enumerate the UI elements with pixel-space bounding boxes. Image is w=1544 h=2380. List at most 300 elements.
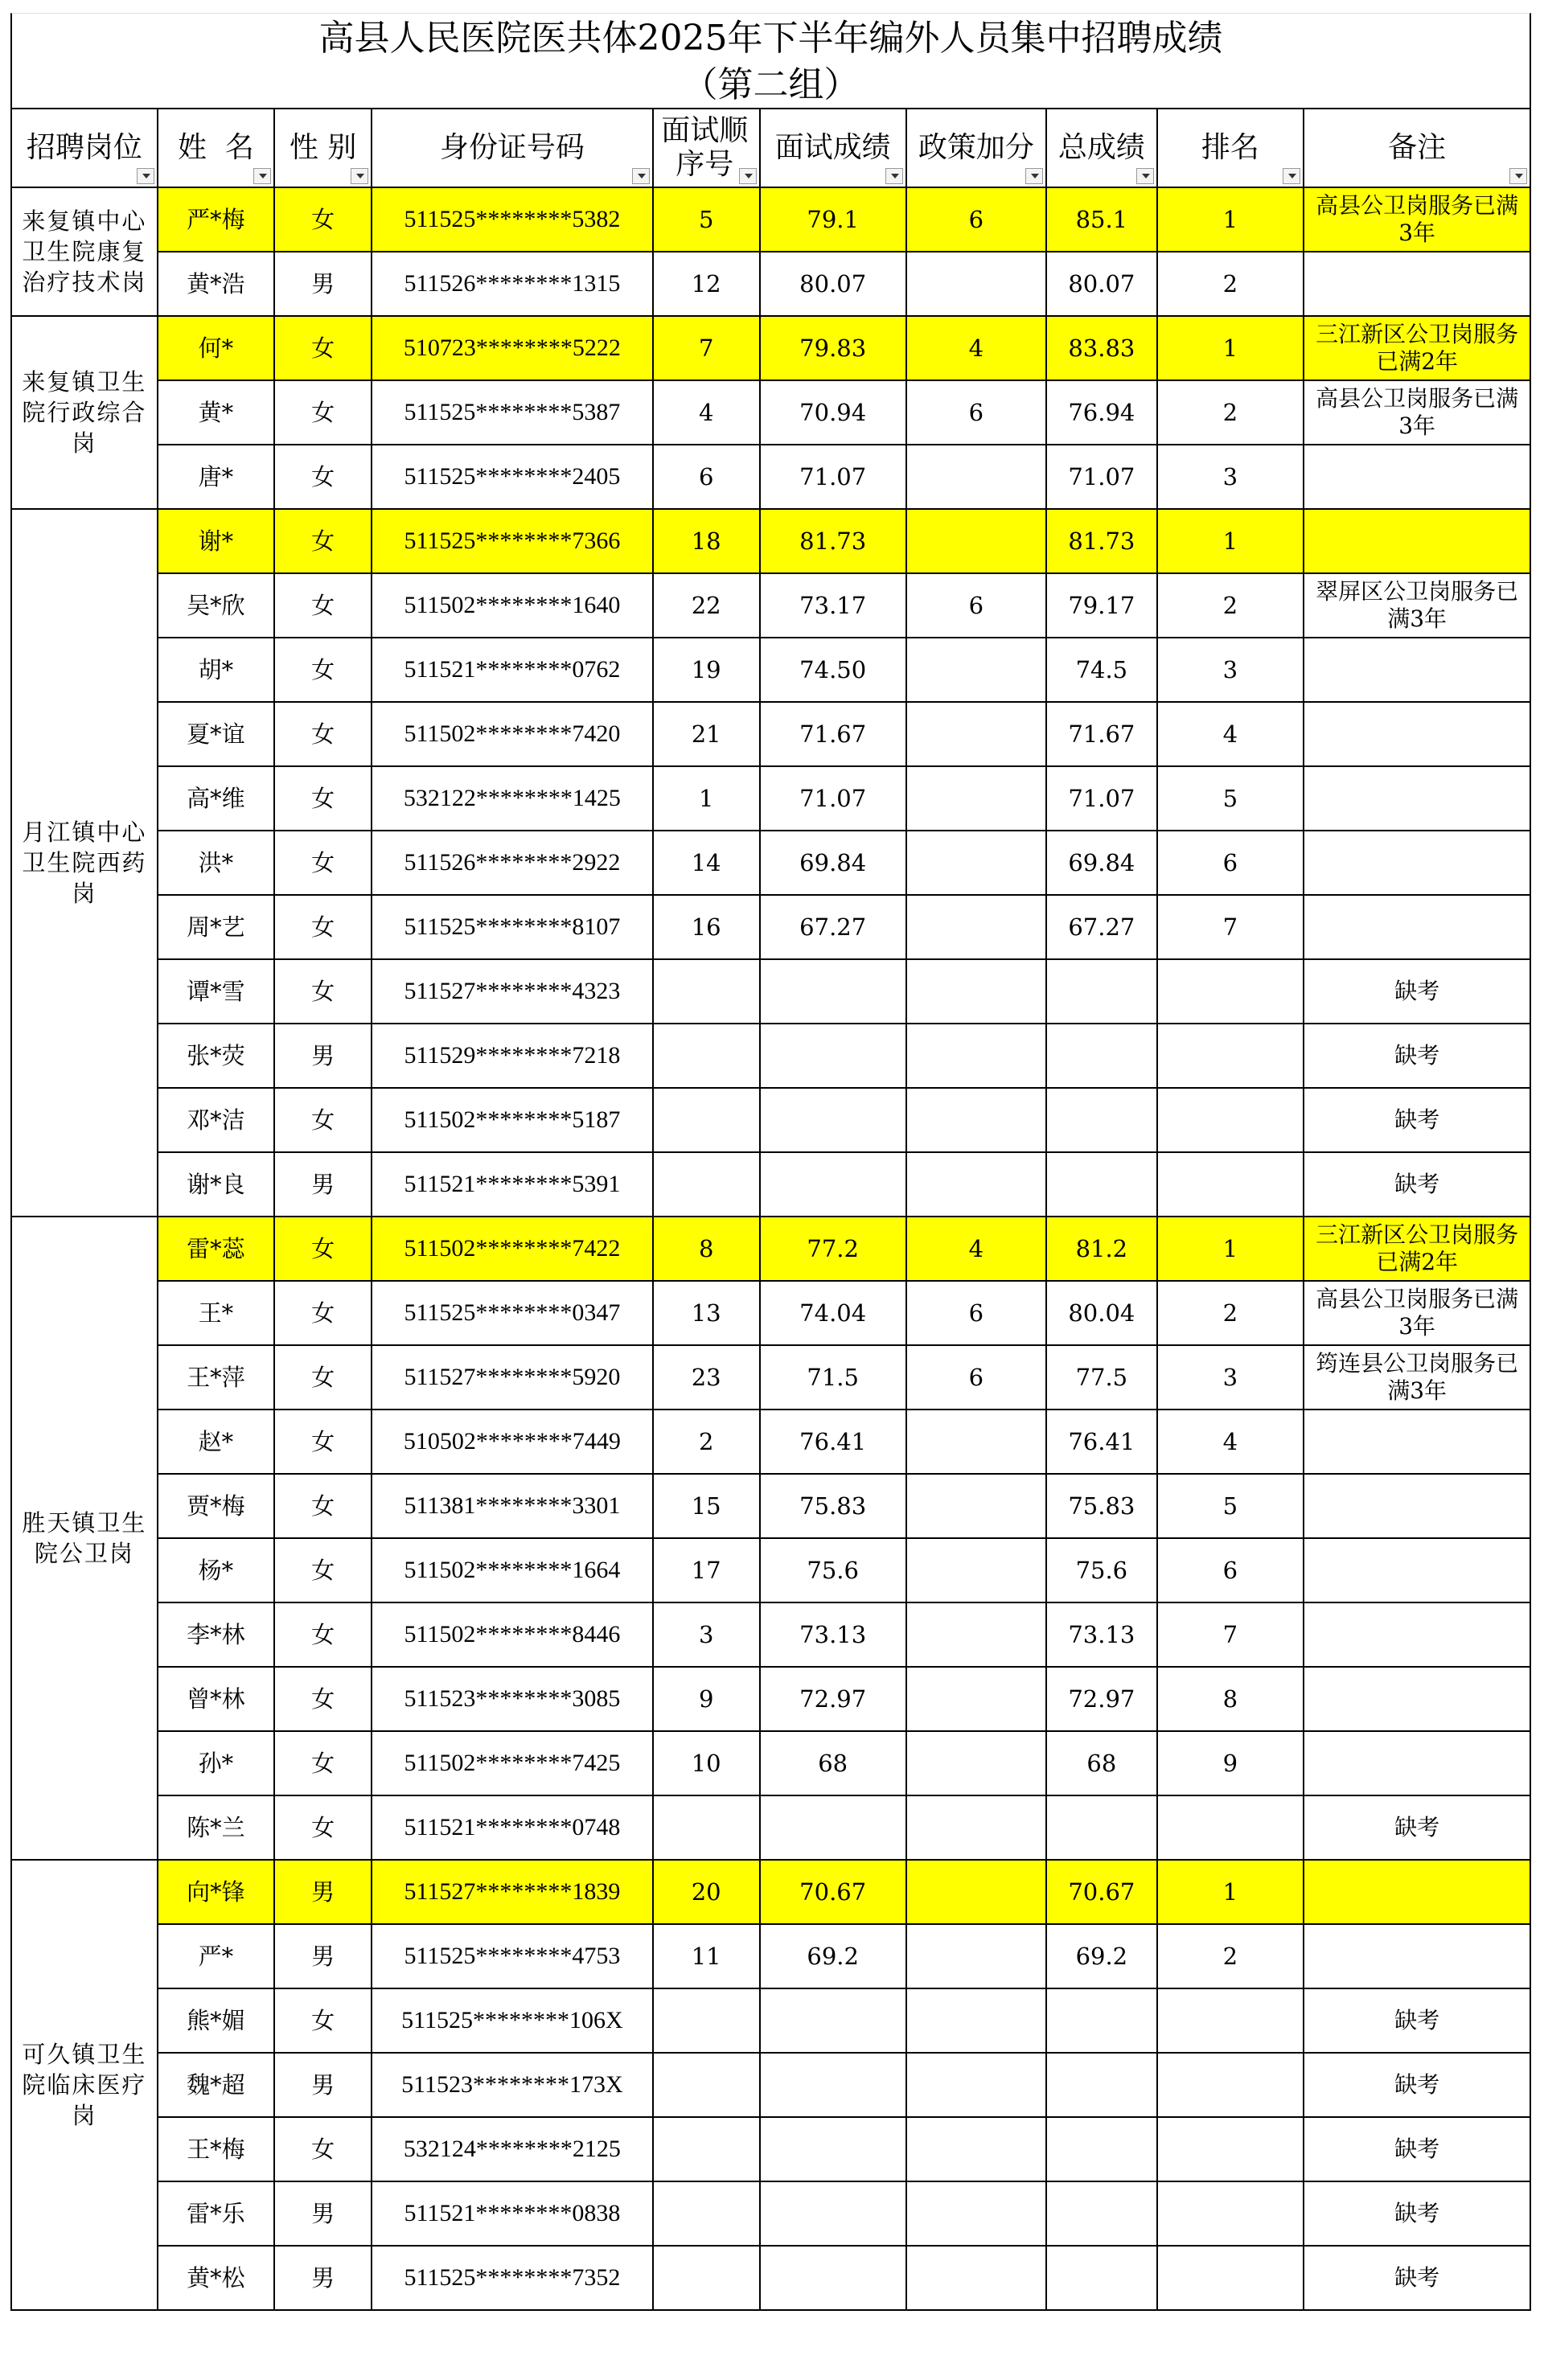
table-row: [11, 573, 1530, 638]
cell-id-number: 511526********2922: [372, 831, 652, 895]
table-row: [11, 2053, 1530, 2117]
cell-gender: 女: [274, 638, 372, 702]
cell-name: 唐*: [158, 445, 274, 509]
cell-id-number: 511525********8107: [372, 895, 652, 959]
cell-remark: [1304, 766, 1530, 831]
cell-gender: 女: [274, 1088, 372, 1152]
cell-gender: 女: [274, 1602, 372, 1667]
cell-interview-order: 6: [653, 445, 760, 509]
cell-rank: 7: [1157, 1602, 1304, 1667]
cell-rank: 5: [1157, 1474, 1304, 1538]
filter-dropdown-icon[interactable]: [885, 168, 903, 184]
cell-remark: [1304, 1860, 1530, 1924]
cell-rank: [1157, 1088, 1304, 1152]
cell-interview-score: 76.41: [760, 1410, 906, 1474]
cell-interview-score: [760, 1152, 906, 1217]
header-gender: [274, 109, 372, 187]
cell-rank: 2: [1157, 1924, 1304, 1988]
cell-remark: 三江新区公卫岗服务已满2年: [1304, 316, 1530, 380]
cell-remark: 筠连县公卫岗服务已满3年: [1304, 1345, 1530, 1410]
filter-dropdown-icon[interactable]: [253, 168, 271, 184]
cell-interview-order: [653, 2181, 760, 2246]
cell-remark: [1304, 1410, 1530, 1474]
cell-remark: 缺考: [1304, 959, 1530, 1024]
cell-total-score: [1046, 2246, 1156, 2310]
cell-name: 王*梅: [158, 2117, 274, 2181]
cell-rank: 3: [1157, 445, 1304, 509]
cell-interview-order: [653, 2117, 760, 2181]
cell-policy-bonus: [906, 1924, 1047, 1988]
cell-id-number: 511525********7366: [372, 509, 652, 573]
cell-name: 李*林: [158, 1602, 274, 1667]
cell-interview-score: [760, 1988, 906, 2053]
cell-remark: [1304, 1924, 1530, 1988]
table-row: [11, 1602, 1530, 1667]
cell-interview-score: [760, 1024, 906, 1088]
header-label: 总成绩: [1057, 131, 1145, 164]
cell-rank: 4: [1157, 702, 1304, 766]
cell-total-score: 70.67: [1046, 1860, 1156, 1924]
cell-id-number: 511381********3301: [372, 1474, 652, 1538]
cell-rank: 6: [1157, 1538, 1304, 1602]
cell-total-score: [1046, 959, 1156, 1024]
cell-interview-score: [760, 1088, 906, 1152]
cell-total-score: 76.94: [1046, 380, 1156, 445]
cell-policy-bonus: 4: [906, 316, 1047, 380]
table-row: [11, 766, 1530, 831]
header-remark: [1304, 109, 1530, 187]
cell-name: 向*锋: [158, 1860, 274, 1924]
cell-name: 胡*: [158, 638, 274, 702]
table-row: [11, 380, 1530, 445]
header-id: [372, 109, 652, 187]
cell-id-number: 511527********1839: [372, 1860, 652, 1924]
cell-total-score: 83.83: [1046, 316, 1156, 380]
cell-remark: [1304, 445, 1530, 509]
cell-interview-order: 16: [653, 895, 760, 959]
table-row: [11, 1345, 1530, 1410]
filter-dropdown-icon[interactable]: [137, 168, 154, 184]
filter-dropdown-icon[interactable]: [1509, 168, 1527, 184]
cell-interview-order: 3: [653, 1602, 760, 1667]
cell-remark: 缺考: [1304, 2246, 1530, 2310]
cell-name: 黄*松: [158, 2246, 274, 2310]
cell-post: 来复镇卫生院行政综合岗: [11, 316, 158, 509]
cell-name: 谭*雪: [158, 959, 274, 1024]
cell-total-score: [1046, 1988, 1156, 2053]
cell-interview-score: 71.5: [760, 1345, 906, 1410]
cell-rank: [1157, 2053, 1304, 2117]
cell-interview-order: 11: [653, 1924, 760, 1988]
filter-dropdown-icon[interactable]: [632, 168, 650, 184]
cell-policy-bonus: [906, 702, 1047, 766]
cell-post: 来复镇中心卫生院康复治疗技术岗: [11, 187, 158, 316]
cell-name: 雷*蕊: [158, 1217, 274, 1281]
cell-gender: 女: [274, 1538, 372, 1602]
cell-remark: [1304, 1602, 1530, 1667]
cell-remark: [1304, 1731, 1530, 1795]
filter-dropdown-icon[interactable]: [1136, 168, 1154, 184]
cell-total-score: [1046, 2053, 1156, 2117]
cell-id-number: 511502********7422: [372, 1217, 652, 1281]
cell-remark: [1304, 1474, 1530, 1538]
cell-total-score: 69.84: [1046, 831, 1156, 895]
cell-id-number: 511502********8446: [372, 1602, 652, 1667]
cell-interview-score: 67.27: [760, 895, 906, 959]
table-row: [11, 445, 1530, 509]
table-row: [11, 895, 1530, 959]
table-row: [11, 187, 1530, 252]
cell-policy-bonus: [906, 509, 1047, 573]
table-row: [11, 1410, 1530, 1474]
cell-rank: [1157, 1988, 1304, 2053]
cell-rank: 2: [1157, 252, 1304, 316]
cell-policy-bonus: [906, 1860, 1047, 1924]
cell-total-score: 67.27: [1046, 895, 1156, 959]
cell-id-number: 511502********7420: [372, 702, 652, 766]
cell-name: 黄*浩: [158, 252, 274, 316]
cell-rank: 2: [1157, 380, 1304, 445]
cell-total-score: [1046, 1024, 1156, 1088]
cell-rank: [1157, 1152, 1304, 1217]
cell-interview-score: 79.1: [760, 187, 906, 252]
cell-name: 何*: [158, 316, 274, 380]
cell-name: 吴*欣: [158, 573, 274, 638]
cell-name: 魏*超: [158, 2053, 274, 2117]
cell-interview-order: 18: [653, 509, 760, 573]
cell-policy-bonus: [906, 1988, 1047, 2053]
header-total: [1046, 109, 1156, 187]
cell-id-number: 511525********7352: [372, 2246, 652, 2310]
cell-gender: 女: [274, 831, 372, 895]
cell-rank: [1157, 2181, 1304, 2246]
title-line-2: （第二组）: [682, 64, 860, 105]
cell-id-number: 511521********0838: [372, 2181, 652, 2246]
cell-interview-order: 13: [653, 1281, 760, 1345]
cell-gender: 女: [274, 895, 372, 959]
cell-interview-score: 73.13: [760, 1602, 906, 1667]
cell-total-score: 81.2: [1046, 1217, 1156, 1281]
cell-rank: [1157, 1024, 1304, 1088]
cell-gender: 男: [274, 252, 372, 316]
table-row: [11, 1795, 1530, 1860]
cell-gender: 男: [274, 1024, 372, 1088]
cell-name: 黄*: [158, 380, 274, 445]
cell-rank: 3: [1157, 638, 1304, 702]
filter-dropdown-icon[interactable]: [1283, 168, 1300, 184]
cell-gender: 女: [274, 1217, 372, 1281]
filter-dropdown-icon[interactable]: [1025, 168, 1043, 184]
cell-interview-score: 69.84: [760, 831, 906, 895]
cell-name: 熊*媚: [158, 1988, 274, 2053]
header-label: 面试成绩: [774, 131, 891, 164]
title-line-1: 高县人民医院医共体2025年下半年编外人员集中招聘成绩: [318, 18, 1223, 59]
cell-name: 高*维: [158, 766, 274, 831]
cell-gender: 男: [274, 2181, 372, 2246]
cell-gender: 女: [274, 1988, 372, 2053]
cell-total-score: [1046, 1088, 1156, 1152]
table-row: [11, 959, 1530, 1024]
cell-gender: 女: [274, 1410, 372, 1474]
header-label: 姓 名: [177, 131, 254, 164]
cell-gender: 女: [274, 1731, 372, 1795]
cell-name: 洪*: [158, 831, 274, 895]
cell-total-score: 75.83: [1046, 1474, 1156, 1538]
cell-policy-bonus: [906, 1731, 1047, 1795]
cell-policy-bonus: 6: [906, 187, 1047, 252]
cell-id-number: 532122********1425: [372, 766, 652, 831]
cell-name: 赵*: [158, 1410, 274, 1474]
table-body: [11, 187, 1530, 2310]
cell-gender: 男: [274, 2053, 372, 2117]
table-row: [11, 1731, 1530, 1795]
cell-remark: [1304, 509, 1530, 573]
cell-id-number: 511525********5387: [372, 380, 652, 445]
header-row: [11, 109, 1530, 187]
cell-policy-bonus: [906, 1410, 1047, 1474]
cell-policy-bonus: [906, 638, 1047, 702]
cell-remark: 缺考: [1304, 1988, 1530, 2053]
table-row: [11, 1152, 1530, 1217]
cell-interview-score: 72.97: [760, 1667, 906, 1731]
cell-interview-order: 15: [653, 1474, 760, 1538]
cell-total-score: 80.04: [1046, 1281, 1156, 1345]
cell-interview-order: 1: [653, 766, 760, 831]
cell-interview-score: 68: [760, 1731, 906, 1795]
cell-interview-order: [653, 1024, 760, 1088]
cell-id-number: 511521********0748: [372, 1795, 652, 1860]
cell-rank: [1157, 2117, 1304, 2181]
cell-id-number: 511526********1315: [372, 252, 652, 316]
cell-post: 可久镇卫生院临床医疗岗: [11, 1860, 158, 2310]
cell-id-number: 532124********2125: [372, 2117, 652, 2181]
cell-total-score: 73.13: [1046, 1602, 1156, 1667]
cell-interview-order: [653, 2246, 760, 2310]
table-row: [11, 1988, 1530, 2053]
table-row: [11, 1217, 1530, 1281]
cell-policy-bonus: [906, 2053, 1047, 2117]
cell-interview-order: 14: [653, 831, 760, 895]
header-label: 性 别: [289, 131, 357, 164]
cell-interview-order: 22: [653, 573, 760, 638]
filter-dropdown-icon[interactable]: [351, 168, 368, 184]
cell-interview-order: 2: [653, 1410, 760, 1474]
table-row: [11, 2181, 1530, 2246]
cell-total-score: 71.07: [1046, 766, 1156, 831]
cell-remark: [1304, 1667, 1530, 1731]
cell-total-score: [1046, 1795, 1156, 1860]
header-rank: [1157, 109, 1304, 187]
cell-interview-score: 80.07: [760, 252, 906, 316]
cell-rank: 7: [1157, 895, 1304, 959]
cell-interview-score: 79.83: [760, 316, 906, 380]
cell-total-score: 85.1: [1046, 187, 1156, 252]
cell-total-score: [1046, 2181, 1156, 2246]
cell-remark: [1304, 831, 1530, 895]
cell-interview-score: [760, 959, 906, 1024]
cell-remark: 高县公卫岗服务已满3年: [1304, 1281, 1530, 1345]
table-row: [11, 509, 1530, 573]
cell-policy-bonus: [906, 445, 1047, 509]
cell-remark: 三江新区公卫岗服务已满2年: [1304, 1217, 1530, 1281]
cell-remark: [1304, 252, 1530, 316]
cell-rank: [1157, 959, 1304, 1024]
cell-remark: [1304, 1538, 1530, 1602]
cell-id-number: 511502********7425: [372, 1731, 652, 1795]
cell-id-number: 511521********0762: [372, 638, 652, 702]
table-row: [11, 1088, 1530, 1152]
header-order: [653, 109, 760, 187]
cell-id-number: 511523********3085: [372, 1667, 652, 1731]
cell-id-number: 511525********5382: [372, 187, 652, 252]
cell-name: 周*艺: [158, 895, 274, 959]
cell-rank: 1: [1157, 187, 1304, 252]
cell-interview-score: 71.07: [760, 445, 906, 509]
cell-interview-score: 71.07: [760, 766, 906, 831]
table-row: [11, 831, 1530, 895]
cell-id-number: 510723********5222: [372, 316, 652, 380]
cell-remark: 缺考: [1304, 1152, 1530, 1217]
cell-id-number: 511527********4323: [372, 959, 652, 1024]
cell-interview-order: [653, 959, 760, 1024]
sheet-title: [10, 13, 1531, 108]
cell-policy-bonus: [906, 1152, 1047, 1217]
header-label: 备注: [1388, 131, 1447, 164]
cell-interview-order: [653, 1088, 760, 1152]
cell-remark: 缺考: [1304, 2117, 1530, 2181]
cell-id-number: 511523********173X: [372, 2053, 652, 2117]
cell-id-number: 511527********5920: [372, 1345, 652, 1410]
cell-name: 杨*: [158, 1538, 274, 1602]
cell-rank: [1157, 1795, 1304, 1860]
cell-interview-score: 74.04: [760, 1281, 906, 1345]
cell-id-number: 511525********2405: [372, 445, 652, 509]
cell-interview-score: 81.73: [760, 509, 906, 573]
cell-name: 夏*谊: [158, 702, 274, 766]
cell-policy-bonus: [906, 1088, 1047, 1152]
cell-rank: 2: [1157, 1281, 1304, 1345]
cell-interview-score: 77.2: [760, 1217, 906, 1281]
cell-total-score: 80.07: [1046, 252, 1156, 316]
filter-dropdown-icon[interactable]: [739, 168, 757, 184]
cell-interview-score: [760, 1795, 906, 1860]
cell-interview-score: 70.67: [760, 1860, 906, 1924]
cell-remark: 缺考: [1304, 1795, 1530, 1860]
cell-rank: 1: [1157, 1860, 1304, 1924]
cell-gender: 男: [274, 1924, 372, 1988]
header-label: 面试顺序号: [661, 114, 749, 181]
cell-rank: [1157, 2246, 1304, 2310]
cell-id-number: 511529********7218: [372, 1024, 652, 1088]
cell-id-number: 510502********7449: [372, 1410, 652, 1474]
cell-remark: [1304, 638, 1530, 702]
cell-rank: 1: [1157, 1217, 1304, 1281]
cell-remark: 高县公卫岗服务已满3年: [1304, 187, 1530, 252]
cell-interview-order: 8: [653, 1217, 760, 1281]
table-row: [11, 2246, 1530, 2310]
cell-gender: 女: [274, 1667, 372, 1731]
table-row: [11, 1538, 1530, 1602]
table-row: [11, 638, 1530, 702]
score-table: [10, 108, 1531, 2311]
cell-id-number: 511525********106X: [372, 1988, 652, 2053]
cell-remark: 缺考: [1304, 1024, 1530, 1088]
cell-total-score: 75.6: [1046, 1538, 1156, 1602]
cell-rank: 8: [1157, 1667, 1304, 1731]
cell-interview-score: [760, 2117, 906, 2181]
cell-total-score: 71.07: [1046, 445, 1156, 509]
cell-rank: 9: [1157, 1731, 1304, 1795]
cell-interview-score: 71.67: [760, 702, 906, 766]
cell-gender: 男: [274, 2246, 372, 2310]
cell-name: 孙*: [158, 1731, 274, 1795]
cell-policy-bonus: [906, 1474, 1047, 1538]
cell-name: 谢*: [158, 509, 274, 573]
cell-name: 王*萍: [158, 1345, 274, 1410]
cell-remark: [1304, 702, 1530, 766]
cell-gender: 男: [274, 1152, 372, 1217]
cell-policy-bonus: 6: [906, 1281, 1047, 1345]
cell-policy-bonus: [906, 766, 1047, 831]
cell-interview-order: 9: [653, 1667, 760, 1731]
cell-gender: 女: [274, 766, 372, 831]
cell-id-number: 511521********5391: [372, 1152, 652, 1217]
table-row: [11, 1667, 1530, 1731]
cell-remark: 缺考: [1304, 2053, 1530, 2117]
cell-gender: 女: [274, 1345, 372, 1410]
cell-policy-bonus: [906, 1602, 1047, 1667]
cell-policy-bonus: [906, 1538, 1047, 1602]
cell-policy-bonus: [906, 2117, 1047, 2181]
cell-rank: 6: [1157, 831, 1304, 895]
cell-gender: 女: [274, 573, 372, 638]
header-name: [158, 109, 274, 187]
cell-total-score: 69.2: [1046, 1924, 1156, 1988]
cell-interview-score: 74.50: [760, 638, 906, 702]
table-row: [11, 252, 1530, 316]
table-row: [11, 1924, 1530, 1988]
table-row: [11, 1281, 1530, 1345]
table-row: [11, 1860, 1530, 1924]
cell-interview-order: 10: [653, 1731, 760, 1795]
cell-interview-score: 75.83: [760, 1474, 906, 1538]
cell-rank: 1: [1157, 509, 1304, 573]
cell-total-score: 81.73: [1046, 509, 1156, 573]
cell-post: 月江镇中心卫生院西药岗: [11, 509, 158, 1217]
cell-name: 贾*梅: [158, 1474, 274, 1538]
header-bonus: [906, 109, 1047, 187]
cell-interview-order: 20: [653, 1860, 760, 1924]
cell-total-score: 77.5: [1046, 1345, 1156, 1410]
cell-interview-order: 7: [653, 316, 760, 380]
cell-id-number: 511525********4753: [372, 1924, 652, 1988]
cell-gender: 女: [274, 1795, 372, 1860]
cell-policy-bonus: [906, 959, 1047, 1024]
cell-policy-bonus: [906, 831, 1047, 895]
cell-rank: 2: [1157, 573, 1304, 638]
cell-name: 严*梅: [158, 187, 274, 252]
cell-interview-score: [760, 2181, 906, 2246]
cell-gender: 男: [274, 1860, 372, 1924]
cell-name: 邓*洁: [158, 1088, 274, 1152]
cell-interview-order: [653, 2053, 760, 2117]
cell-gender: 女: [274, 187, 372, 252]
cell-total-score: 68: [1046, 1731, 1156, 1795]
header-label: 身份证号码: [439, 131, 585, 164]
header-label: 排名: [1201, 131, 1259, 164]
cell-id-number: 511502********1664: [372, 1538, 652, 1602]
cell-interview-order: 5: [653, 187, 760, 252]
